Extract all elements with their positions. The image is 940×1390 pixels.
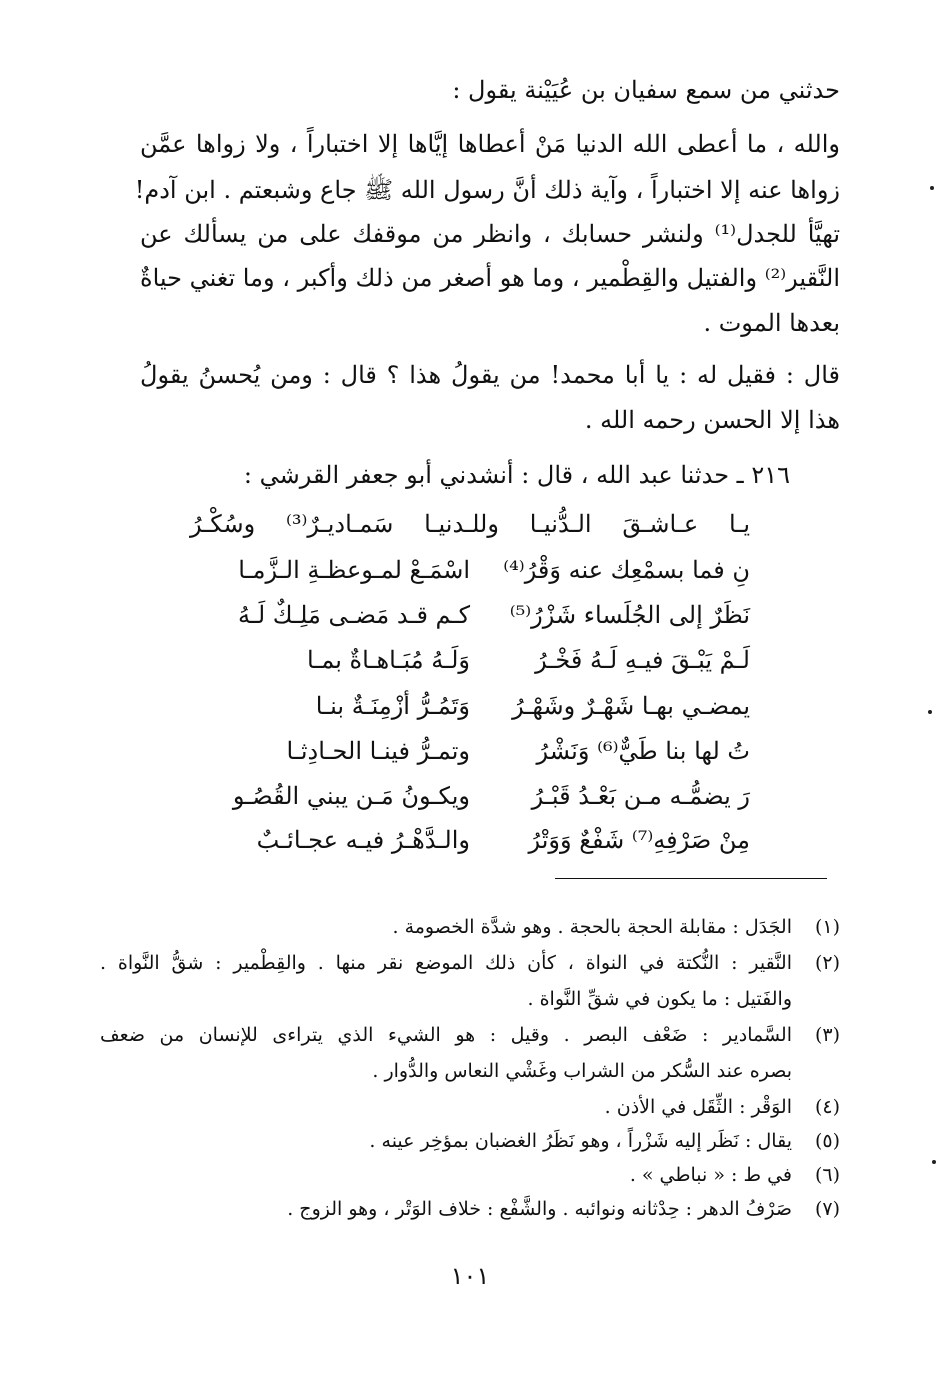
footnote-3-number: (٣) bbox=[814, 1024, 840, 1046]
verse-8-first-half: والـدَّهْـرُ فيـه عجـائـبٌ bbox=[256, 826, 470, 854]
verse-5-second-half: يمضـي بهـا شَهْـرٌ وشَهْـرُ bbox=[512, 692, 750, 720]
footnote-3-text-line-2: بصره عند السُّكر من الشراب وغَشْي النعاس والدُّوار . bbox=[372, 1060, 792, 1082]
paragraph-1-line-5: بعدها الموت . bbox=[703, 309, 840, 337]
verse-7-second-half: رَ يضمُّـه مـن بَعْـدُ قَبْـرُ bbox=[531, 782, 750, 810]
footnote-7-text: صَرْفُ الدهر : حِدْثانه ونوائبه . والشَّفْع : خلاف الوَتْر ، وهو الزوج . bbox=[287, 1198, 792, 1220]
paragraph-1-line-1: والله ، ما أعطى الله الدنيا مَنْ أعطاها إيَّاها إلا اختباراً ، ولا زواها عمَّن bbox=[140, 130, 840, 158]
footnote-6-number: (٦) bbox=[814, 1164, 840, 1186]
footnote-separator bbox=[555, 878, 827, 879]
footnote-1-text: الجَدَل : مقابلة الحجة بالحجة . وهو شدَّة الخصومة . bbox=[392, 916, 792, 938]
scan-speck bbox=[928, 710, 932, 714]
verse-2-second-half: نِ فما بسمْعِك عنه وَقْرُ⁽⁴⁾ bbox=[503, 556, 750, 584]
footnote-6-text: في ط : « نباطي » . bbox=[629, 1164, 792, 1186]
verse-1: يـا عـاشـقَ الـدُّنيـا وللـدنيـا سَمـاديـرٌ⁽³⁾ وسُكْـرُ bbox=[190, 510, 750, 538]
verse-3-second-half: نَظَرٌ إلى الجُلَساء شَزْرُ⁽⁵⁾ bbox=[509, 601, 750, 629]
footnote-2-text-line-1: النَّقير : النُّكتة في النواة ، كأن ذلك الموضع نقر منها . والقِطْمير : شقُّ النَّواة . bbox=[100, 952, 792, 974]
verse-8-second-half: مِنْ صَرْفِهِ⁽⁷⁾ شَفْعٌ وَوَتْرُ bbox=[528, 826, 750, 854]
paragraph-1-line-2: زواها عنه إلا اختباراً ، وآية ذلك أنَّ رسول الله ﷺ جاع وشبعتم . ابن آدم! bbox=[134, 176, 840, 204]
verse-7-first-half: ويكـونُ مَـن يبني القُصُـو bbox=[232, 782, 470, 810]
footnote-2-number: (٢) bbox=[814, 952, 840, 974]
paragraph-1-line-4: النَّقير⁽²⁾ والفتيل والقِطْمير ، وما هو أصغر من ذلك وأكبر ، وما تغني حياةٌ bbox=[140, 264, 840, 292]
verse-5-first-half: وَتَمُـرُّ أزْمِنَـةٌ بنـا bbox=[315, 692, 470, 720]
verse-6-first-half: وتمـرُّ فينـا الحـادِثـا bbox=[286, 737, 470, 765]
footnote-7-number: (٧) bbox=[814, 1198, 840, 1220]
page-number: ١٠١ bbox=[450, 1262, 490, 1290]
scan-speck bbox=[930, 186, 934, 190]
footnote-2-text-line-2: والفَتيل : ما يكون في شقِّ النَّواة . bbox=[527, 988, 792, 1010]
footnote-4-number: (٤) bbox=[814, 1096, 840, 1118]
paragraph-2-line-2: هذا إلا الحسن رحمه الله . bbox=[584, 406, 840, 434]
intro-line: حدثني من سمع سفيان بن عُيَيْنة يقول : bbox=[452, 76, 840, 104]
verse-6-second-half: تُ لها بنا طَيٌّ⁽⁶⁾ وَنَشْرُ bbox=[536, 737, 750, 765]
verse-4-first-half: وَلَـهُ مُبَـاهـاةٌ بمـا bbox=[307, 646, 470, 674]
paragraph-2-line-1: قال : فقيل له : يا أبا محمد! من يقولُ هذا ؟ قال : ومن يُحسنُ يقولُ bbox=[140, 361, 840, 389]
scan-speck bbox=[932, 1160, 936, 1164]
section-heading: ٢١٦ ـ حدثنا عبد الله ، قال : أنشدني أبو جعفر القرشي : bbox=[243, 461, 790, 489]
footnote-5-text: يقال : نَظَر إليه شَزْراً ، وهو نَظَرُ الغضبان بمؤخِر عينه . bbox=[369, 1130, 792, 1152]
footnote-1-number: (١) bbox=[814, 916, 840, 938]
verse-4-second-half: لَـمْ يَبْـقَ فيـهِ لَـهُ فَخْـرُ bbox=[535, 646, 750, 674]
verse-3-first-half: كـم قـد مَضـى مَلِـكٌ لَـهُ bbox=[237, 601, 470, 629]
footnote-4-text: الوَقْر : الثِّقَل في الأذن . bbox=[604, 1096, 792, 1118]
verse-2-first-half: اسْمَـعْ لمـوعظـةِ الـزَّمـا bbox=[238, 556, 470, 584]
footnote-5-number: (٥) bbox=[814, 1130, 840, 1152]
paragraph-1-line-3: تهيَّأ للجدل⁽¹⁾ ولنشر حسابك ، وانظر من موقفك على من يسألك عن bbox=[140, 220, 841, 248]
footnote-3-text-line-1: السَّمادير : ضَعْف البصر . وقيل : هو الشيء الذي يتراءى للإنسان من ضعف bbox=[100, 1024, 792, 1046]
